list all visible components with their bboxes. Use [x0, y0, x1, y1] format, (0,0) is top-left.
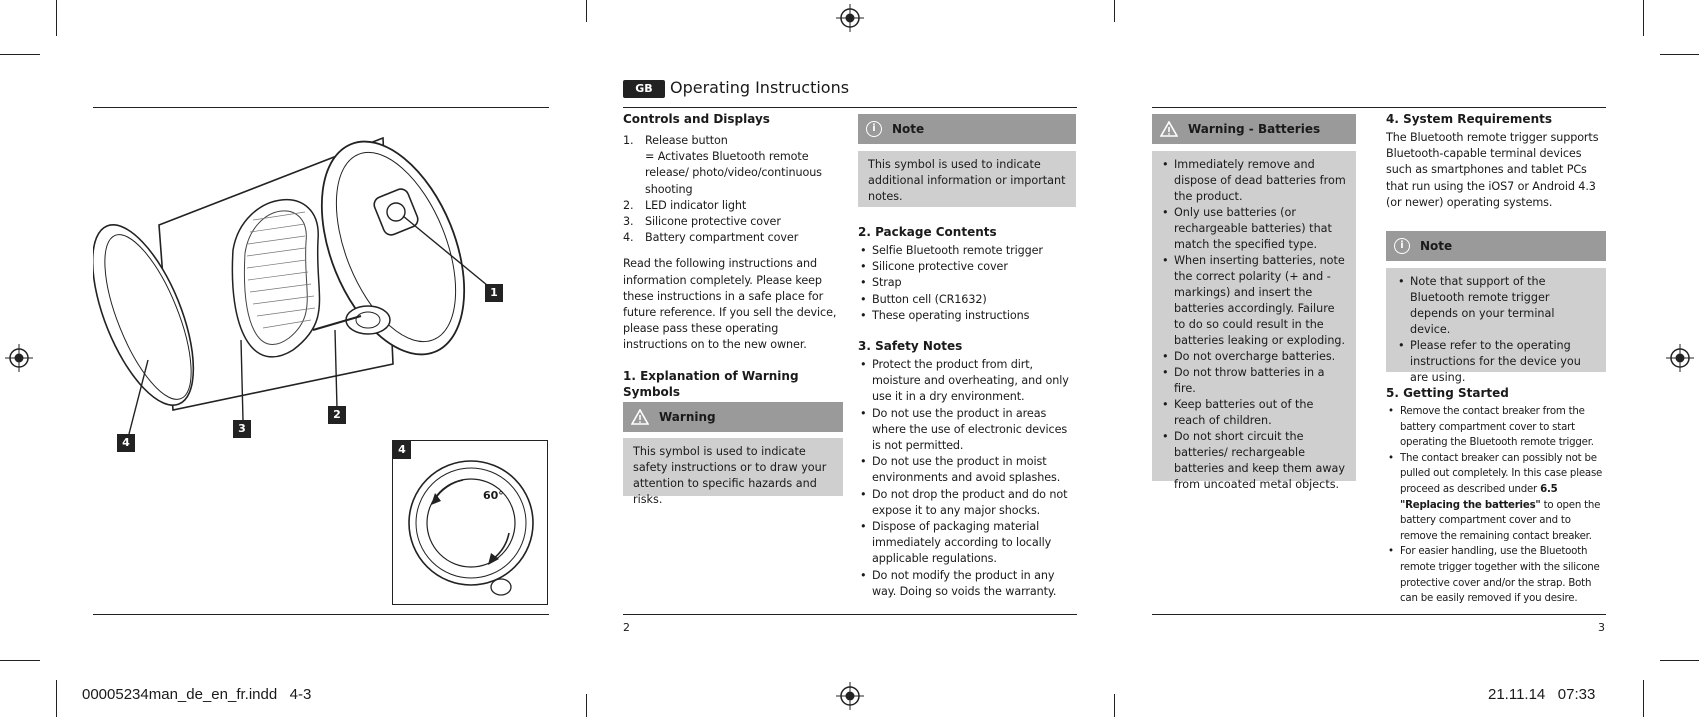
list-item: • Do not throw batteries in a fire. [1160, 365, 1348, 397]
list-item: • For easier handling, use the Bluetooth remote trigger together with the silicone protective cover and/or the strap. Both can be easily removed if you desire. [1386, 544, 1608, 606]
list-item: • The contact breaker can possibly not be pulled out completely. In this case please proceed as described under 6.5 "Replacing the batteries" to open the battery compartment cover and to remove the remaining contact breaker. [1386, 451, 1608, 545]
list-item: • Note that support of the Bluetooth remote trigger depends on your terminal device. [1396, 274, 1596, 338]
list-item: • Strap [858, 275, 1078, 291]
warning-triangle-icon [631, 409, 649, 425]
list-item: • Dispose of packaging material immediately according to locally applicable regulations. [858, 519, 1078, 568]
crop-mark [1660, 54, 1699, 55]
controls-section [623, 111, 838, 416]
file-name-slug: 00005234man_de_en_fr.indd 4-3 [82, 686, 312, 703]
crop-mark [1114, 694, 1115, 717]
crop-mark [1643, 680, 1644, 717]
language-badge: GB [623, 80, 665, 98]
list-item: 3. Silicone protective cover [623, 215, 781, 229]
info-icon: i [1394, 238, 1410, 254]
controls-heading: Controls and Displays [623, 112, 770, 126]
date-time-slug: 21.11.14 07:33 [1488, 686, 1596, 703]
page-rule [93, 614, 549, 615]
list-item: • Keep batteries out of the reach of children. [1160, 397, 1348, 429]
list-item: 1. Release button = Activates Bluetooth remote release/ photo/video/continuous shooting [623, 134, 822, 196]
crop-mark [56, 680, 57, 717]
header-rule [1152, 107, 1606, 108]
battery-cover-illustration [393, 441, 549, 606]
warning-box: This symbol is used to indicate safety instructions or to draw your attention to specific hazards and risks. [623, 438, 843, 496]
callout-label: 3 [233, 420, 251, 438]
page-number-left: 2 [623, 621, 630, 634]
page-rule [93, 107, 549, 108]
callout-label: 1 [485, 284, 503, 302]
list-item: • Selfie Bluetooth remote trigger [858, 243, 1078, 259]
battery-warning-header: Warning - Batteries [1152, 114, 1356, 144]
crop-mark [1660, 660, 1699, 661]
note-list [1396, 274, 1596, 386]
getting-started-section [1386, 385, 1608, 607]
list-item: • Only use batteries (or rechargeable batteries) that match the specified type. [1160, 205, 1348, 253]
registration-mark-icon [836, 682, 864, 710]
intro-paragraph: Read the following instructions and information completely. Please keep these instructions in a safe place for future reference. If you sell the device, please pass these operating instructions on to the new owner. [623, 257, 837, 352]
battery-warning-box [1152, 151, 1356, 491]
registration-mark-icon [1666, 344, 1694, 372]
header-rule [623, 107, 1077, 108]
inset-figure [392, 440, 548, 605]
crop-mark [0, 54, 40, 55]
list-item: 4. Battery compartment cover [623, 231, 799, 245]
info-icon: i [866, 121, 882, 137]
section3-heading: 3. Safety Notes [858, 339, 963, 354]
inset-label: 4 [393, 441, 411, 459]
list-item: • Remove the contact breaker from the battery compartment cover to start operating the Bluetooth remote trigger. [1386, 404, 1608, 451]
crop-mark [56, 0, 57, 36]
package-contents-section [858, 224, 1078, 600]
system-requirements-section [1386, 111, 1608, 211]
list-item: • Immediately remove and dispose of dead batteries from the product. [1160, 157, 1348, 205]
section1-heading: 1. Explanation of Warning Symbols [623, 368, 799, 399]
controls-list [623, 133, 838, 246]
note-box [1386, 268, 1606, 384]
section2-heading: 2. Package Contents [858, 225, 997, 239]
list-item: • Please refer to the operating instructions for the device you are using. [1396, 338, 1596, 386]
section5-heading: 5. Getting Started [1386, 386, 1509, 400]
list-item: • Button cell (CR1632) [858, 292, 1078, 308]
safety-list [858, 357, 1078, 600]
list-item: • Protect the product from dirt, moisture and overheating, and only use it in a dry environment. [858, 357, 1078, 406]
page-rule [1152, 614, 1606, 615]
crop-mark [1643, 0, 1644, 36]
list-item: • Do not overcharge batteries. [1160, 349, 1348, 365]
page-rule [623, 614, 1077, 615]
list-item: • Do not short circuit the batteries/ rechargeable batteries and keep them away from uncoated metal objects. [1160, 429, 1348, 493]
note-header: i Note [858, 114, 1076, 144]
battery-list [1160, 157, 1348, 493]
crop-mark [586, 0, 587, 22]
list-item: • Silicone protective cover [858, 259, 1078, 275]
crop-mark [1114, 0, 1115, 22]
warning-header: Warning [623, 402, 843, 432]
list-item: • Do not use the product in areas where the use of electronic devices is not permitted. [858, 406, 1078, 455]
package-list [858, 243, 1078, 324]
crop-mark [586, 694, 587, 717]
list-item: • These operating instructions [858, 308, 1078, 324]
page-title: Operating Instructions [670, 78, 850, 97]
list-item: • Do not modify the product in any way. Doing so voids the warranty. [858, 568, 1078, 600]
note-header: i Note [1386, 231, 1606, 261]
registration-mark-icon [5, 344, 33, 372]
callout-label: 2 [328, 406, 346, 424]
system-requirements-text: The Bluetooth remote trigger supports Bluetooth-capable terminal devices such as smartphones and tablet PCs that run using the iOS7 or Android 4.3 (or newer) operating systems. [1386, 131, 1599, 209]
callout-label: 4 [117, 434, 135, 452]
note-box: This symbol is used to indicate additional information or important notes. [858, 151, 1076, 207]
list-item: • Do not use the product in moist environments and avoid splashes. [858, 454, 1078, 486]
list-item: 2. LED indicator light [623, 198, 747, 212]
list-item: • When inserting batteries, note the correct polarity (+ and - markings) and insert the batteries accordingly. Failure to do so could result in the batteries leaking or exploding. [1160, 253, 1348, 349]
registration-mark-icon [836, 4, 864, 32]
section4-heading: 4. System Requirements [1386, 112, 1552, 126]
warning-triangle-icon [1160, 121, 1178, 137]
rotation-angle-label: 60° [483, 489, 504, 502]
page-number-right: 3 [1598, 621, 1605, 634]
getting-started-list [1386, 404, 1608, 607]
crop-mark [0, 660, 40, 661]
list-item: • Do not drop the product and do not expose it to any major shocks. [858, 487, 1078, 519]
